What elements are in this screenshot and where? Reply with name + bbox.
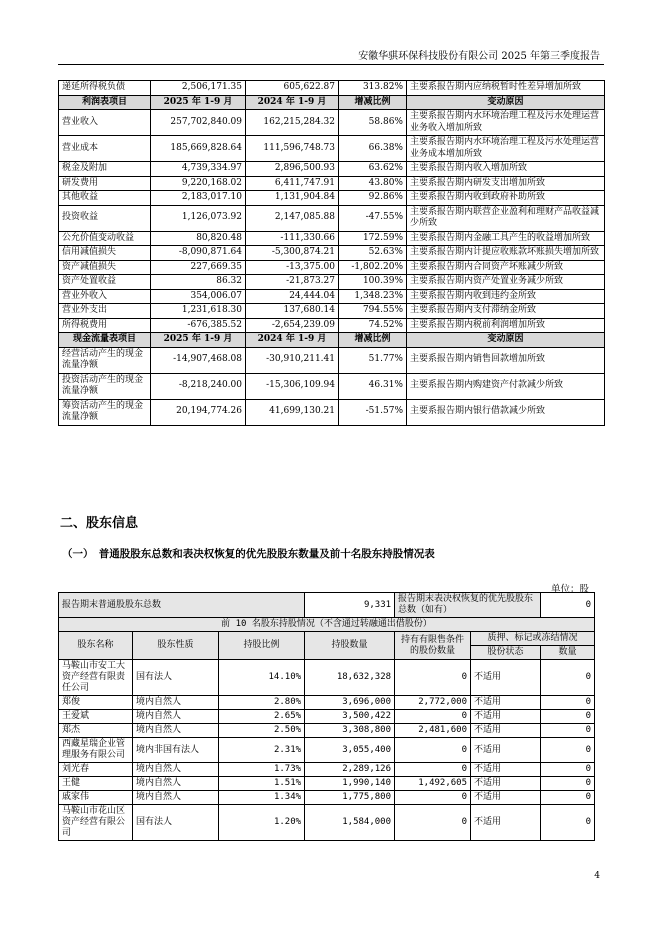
holding-quantity: 3,308,800 [305,724,395,738]
current-value: 257,702,840.09 [151,110,246,136]
pledge-count: 0 [541,777,595,791]
change-ratio: 66.38% [339,136,407,162]
table-row [59,162,605,177]
previous-value: 162,215,284.32 [246,110,339,136]
change-reason: 主要系报告期内销售回款增加所致 [407,347,605,373]
restricted-shares: 0 [395,738,471,763]
previous-value: 24,444.04 [246,289,339,304]
change-reason: 主要系报告期内计提应收账款坏账损失增加所致 [407,246,605,261]
share-status: 不适用 [471,777,541,791]
header-reason: 变动原因 [407,333,605,348]
shareholder-nature: 国有法人 [133,660,219,696]
holding-quantity: 1,584,000 [305,805,395,841]
restricted-shares: 2,772,000 [395,696,471,710]
table-row [59,696,595,710]
header-previous: 2024 年 1-9 月 [246,333,339,348]
table-row [59,724,595,738]
previous-value: -2,654,239.09 [246,318,339,333]
item-name: 公允价值变动收益 [59,231,151,246]
change-ratio: -51.57% [339,399,407,425]
holding-quantity: 3,696,000 [305,696,395,710]
current-value: 86.32 [151,275,246,290]
table-row [59,660,595,696]
table-row [59,318,605,333]
current-value: -8,218,240.00 [151,373,246,399]
change-reason: 主要系报告期内合同资产坏账减少所致 [407,260,605,275]
change-ratio: 74.52% [339,318,407,333]
holding-ratio: 2.50% [219,724,305,738]
header-previous: 2024 年 1-9 月 [246,95,339,110]
share-status: 不适用 [471,738,541,763]
previous-value: 2,896,500.93 [246,162,339,177]
item-name: 递延所得税负债 [59,81,151,96]
share-status: 不适用 [471,696,541,710]
current-value: 80,820.48 [151,231,246,246]
shareholder-name: 郑俊 [59,696,133,710]
restricted-shares: 0 [395,791,471,805]
pledge-count: 0 [541,763,595,777]
change-reason: 主要系报告期内收入增加所致 [407,162,605,177]
holding-quantity: 3,055,400 [305,738,395,763]
item-name: 筹资活动产生的现金流量净额 [59,399,151,425]
change-reason: 主要系报告期内联营企业盈利和理财产品收益减少所致 [407,205,605,231]
table-row [59,176,605,191]
holding-quantity: 18,632,328 [305,660,395,696]
unit-label: 单位：股 [550,584,589,595]
table-row [59,191,605,206]
section-title: 二、股东信息 [60,516,139,531]
shareholder-nature: 境内自然人 [133,763,219,777]
share-status: 不适用 [471,660,541,696]
change-reason: 主要系报告期内水环境治理工程及污水处理运营业务成本增加所致 [407,136,605,162]
table-row [59,763,595,777]
item-name: 营业收入 [59,110,151,136]
page-number: 4 [594,871,600,881]
change-reason: 主要系报告期内研发支出增加所致 [407,176,605,191]
holding-quantity: 2,289,126 [305,763,395,777]
table-row [59,231,605,246]
current-value: 185,669,828.64 [151,136,246,162]
header-nature: 股东性质 [133,632,219,660]
item-name: 资产减值损失 [59,260,151,275]
header-divider [58,64,604,65]
table-row [59,738,595,763]
change-ratio: 313.82% [339,81,407,96]
previous-value: -15,306,109.94 [246,373,339,399]
current-value: 354,006.07 [151,289,246,304]
shareholder-name: 王健 [59,777,133,791]
preferred-shareholders-label: 报告期末表决权恢复的优先股股东总数（如有） [395,593,541,618]
change-ratio: 92.86% [339,191,407,206]
item-name: 研发费用 [59,176,151,191]
table-row [59,777,595,791]
table-row [59,110,605,136]
previous-value: 41,699,130.21 [246,399,339,425]
change-reason: 主要系报告期内应纳税暂时性差异增加所致 [407,81,605,96]
previous-value: -5,300,874.21 [246,246,339,261]
current-value: -676,385.52 [151,318,246,333]
table-row [59,347,605,373]
table-row [59,373,605,399]
current-value: 1,126,073.92 [151,205,246,231]
header-item: 现金流量表项目 [59,333,151,348]
shareholder-name: 马鞍山市花山区资产经营有限公司 [59,805,133,841]
table-row [59,399,605,425]
header-name: 股东名称 [59,632,133,660]
header-quantity: 持股数量 [305,632,395,660]
share-status: 不适用 [471,791,541,805]
previous-value: -21,873.27 [246,275,339,290]
holding-quantity: 1,775,800 [305,791,395,805]
previous-value: -13,375.00 [246,260,339,275]
change-reason: 主要系报告期内支付滞纳金所致 [407,304,605,319]
holding-ratio: 14.10% [219,660,305,696]
item-name: 其他收益 [59,191,151,206]
restricted-shares: 0 [395,710,471,724]
pledge-count: 0 [541,738,595,763]
current-value: 9,220,168.02 [151,176,246,191]
change-reason: 主要系报告期内收到政府补助所致 [407,191,605,206]
change-ratio: 46.31% [339,373,407,399]
current-value: -8,090,871.64 [151,246,246,261]
header-ratio: 增减比例 [339,95,407,110]
change-ratio: 1,348.23% [339,289,407,304]
table-row [59,260,605,275]
previous-value: -111,330.66 [246,231,339,246]
current-value: 227,669.35 [151,260,246,275]
header-item: 利润表项目 [59,95,151,110]
item-name: 信用减值损失 [59,246,151,261]
table-row [59,805,595,841]
pledge-count: 0 [541,710,595,724]
current-value: 4,739,334.97 [151,162,246,177]
previous-value: 137,680.14 [246,304,339,319]
change-reason: 主要系报告期内金融工具产生的收益增加所致 [407,231,605,246]
change-ratio: 794.55% [339,304,407,319]
shareholder-nature: 境内自然人 [133,724,219,738]
holding-quantity: 1,990,140 [305,777,395,791]
item-name: 税金及附加 [59,162,151,177]
pledge-count: 0 [541,724,595,738]
header-restricted: 持有有限售条件的股份数量 [395,632,471,660]
change-reason: 主要系报告期内税前利润增加所致 [407,318,605,333]
table-row [59,791,595,805]
share-status: 不适用 [471,805,541,841]
item-name: 营业外支出 [59,304,151,319]
current-value: 1,231,618.30 [151,304,246,319]
cash-header-row [59,333,605,348]
change-reason: 主要系报告期内收到违约金所致 [407,289,605,304]
holding-quantity: 3,500,422 [305,710,395,724]
shareholder-nature: 境内自然人 [133,710,219,724]
shareholder-nature: 境内自然人 [133,777,219,791]
table-row [59,205,605,231]
summary-row [59,593,595,618]
holding-ratio: 2.65% [219,710,305,724]
holding-ratio: 2.31% [219,738,305,763]
previous-value: -30,910,211.41 [246,347,339,373]
item-name: 经营活动产生的现金流量净额 [59,347,151,373]
preferred-shareholders-value: 0 [541,593,595,618]
header-row [59,632,595,646]
change-ratio: 43.80% [339,176,407,191]
shareholder-name: 马鞍山市安工大资产经营有限责任公司 [59,660,133,696]
holding-ratio: 1.51% [219,777,305,791]
header-ratio: 增减比例 [339,333,407,348]
item-name: 营业成本 [59,136,151,162]
table-row [59,710,595,724]
restricted-shares: 0 [395,805,471,841]
restricted-shares: 0 [395,660,471,696]
page-header: 安徽华骐环保科技股份有限公司 2025 年第三季度报告 [358,51,600,62]
header-pledge: 质押、标记或冻结情况 [471,632,595,646]
table-row [59,246,605,261]
change-reason: 主要系报告期内水环境治理工程及污水处理运营业务收入增加所致 [407,110,605,136]
header-current: 2025 年 1-9 月 [151,95,246,110]
restricted-shares: 0 [395,763,471,777]
sub-title: （一） 普通股股东总数和表决权恢复的优先股股东数量及前十名股东持股情况表 [62,548,435,560]
previous-value: 2,147,085.88 [246,205,339,231]
previous-value: 111,596,748.73 [246,136,339,162]
item-name: 资产处置收益 [59,275,151,290]
header-status: 股份状态 [471,646,541,660]
shareholder-nature: 境内自然人 [133,791,219,805]
header-current: 2025 年 1-9 月 [151,333,246,348]
change-ratio: -1,802.20% [339,260,407,275]
holding-ratio: 1.20% [219,805,305,841]
item-name: 投资活动产生的现金流量净额 [59,373,151,399]
header-reason: 变动原因 [407,95,605,110]
pledge-count: 0 [541,696,595,710]
shareholder-name: 王爱斌 [59,710,133,724]
header-ratio: 持股比例 [219,632,305,660]
total-shareholders-label: 报告期末普通股股东总数 [59,593,305,618]
top10-title-row [59,618,595,632]
shareholder-name: 戚家伟 [59,791,133,805]
pledge-count: 0 [541,791,595,805]
current-value: 2,506,171.35 [151,81,246,96]
holding-ratio: 2.80% [219,696,305,710]
change-ratio: 100.39% [339,275,407,290]
change-ratio: -47.55% [339,205,407,231]
pledge-count: 0 [541,805,595,841]
restricted-shares: 1,492,605 [395,777,471,791]
table-row [59,304,605,319]
change-ratio: 63.62% [339,162,407,177]
restricted-shares: 2,481,600 [395,724,471,738]
total-shareholders-value: 9,331 [305,593,395,618]
share-status: 不适用 [471,710,541,724]
holding-ratio: 1.73% [219,763,305,777]
table-row [59,136,605,162]
previous-value: 605,622.87 [246,81,339,96]
change-ratio: 52.63% [339,246,407,261]
shareholder-nature: 国有法人 [133,805,219,841]
change-reason: 主要系报告期内银行借款减少所致 [407,399,605,425]
current-value: 20,194,774.26 [151,399,246,425]
top10-title: 前 10 名股东持股情况（不含通过转融通出借股份） [59,618,595,632]
current-value: -14,907,468.08 [151,347,246,373]
change-reason: 主要系报告期内购建资产付款减少所致 [407,373,605,399]
previous-value: 6,411,747.91 [246,176,339,191]
share-status: 不适用 [471,763,541,777]
change-reason: 主要系报告期内资产处置业务减少所致 [407,275,605,290]
change-ratio: 51.77% [339,347,407,373]
change-ratio: 172.59% [339,231,407,246]
share-status: 不适用 [471,724,541,738]
shareholders-table [58,592,595,841]
header-count: 数量 [541,646,595,660]
income-header-row [59,95,605,110]
table-row [59,289,605,304]
current-value: 2,183,017.10 [151,191,246,206]
shareholder-name: 西藏星瑞企业管理服务有限公司 [59,738,133,763]
shareholder-nature: 境内自然人 [133,696,219,710]
item-name: 投资收益 [59,205,151,231]
table-row [59,275,605,290]
shareholder-nature: 境内非国有法人 [133,738,219,763]
shareholder-name: 郑杰 [59,724,133,738]
item-name: 所得税费用 [59,318,151,333]
pledge-count: 0 [541,660,595,696]
change-ratio: 58.86% [339,110,407,136]
previous-value: 1,131,904.84 [246,191,339,206]
shareholder-name: 刘光春 [59,763,133,777]
table-row [59,81,605,96]
item-name: 营业外收入 [59,289,151,304]
financial-changes-table [58,80,605,426]
holding-ratio: 1.34% [219,791,305,805]
